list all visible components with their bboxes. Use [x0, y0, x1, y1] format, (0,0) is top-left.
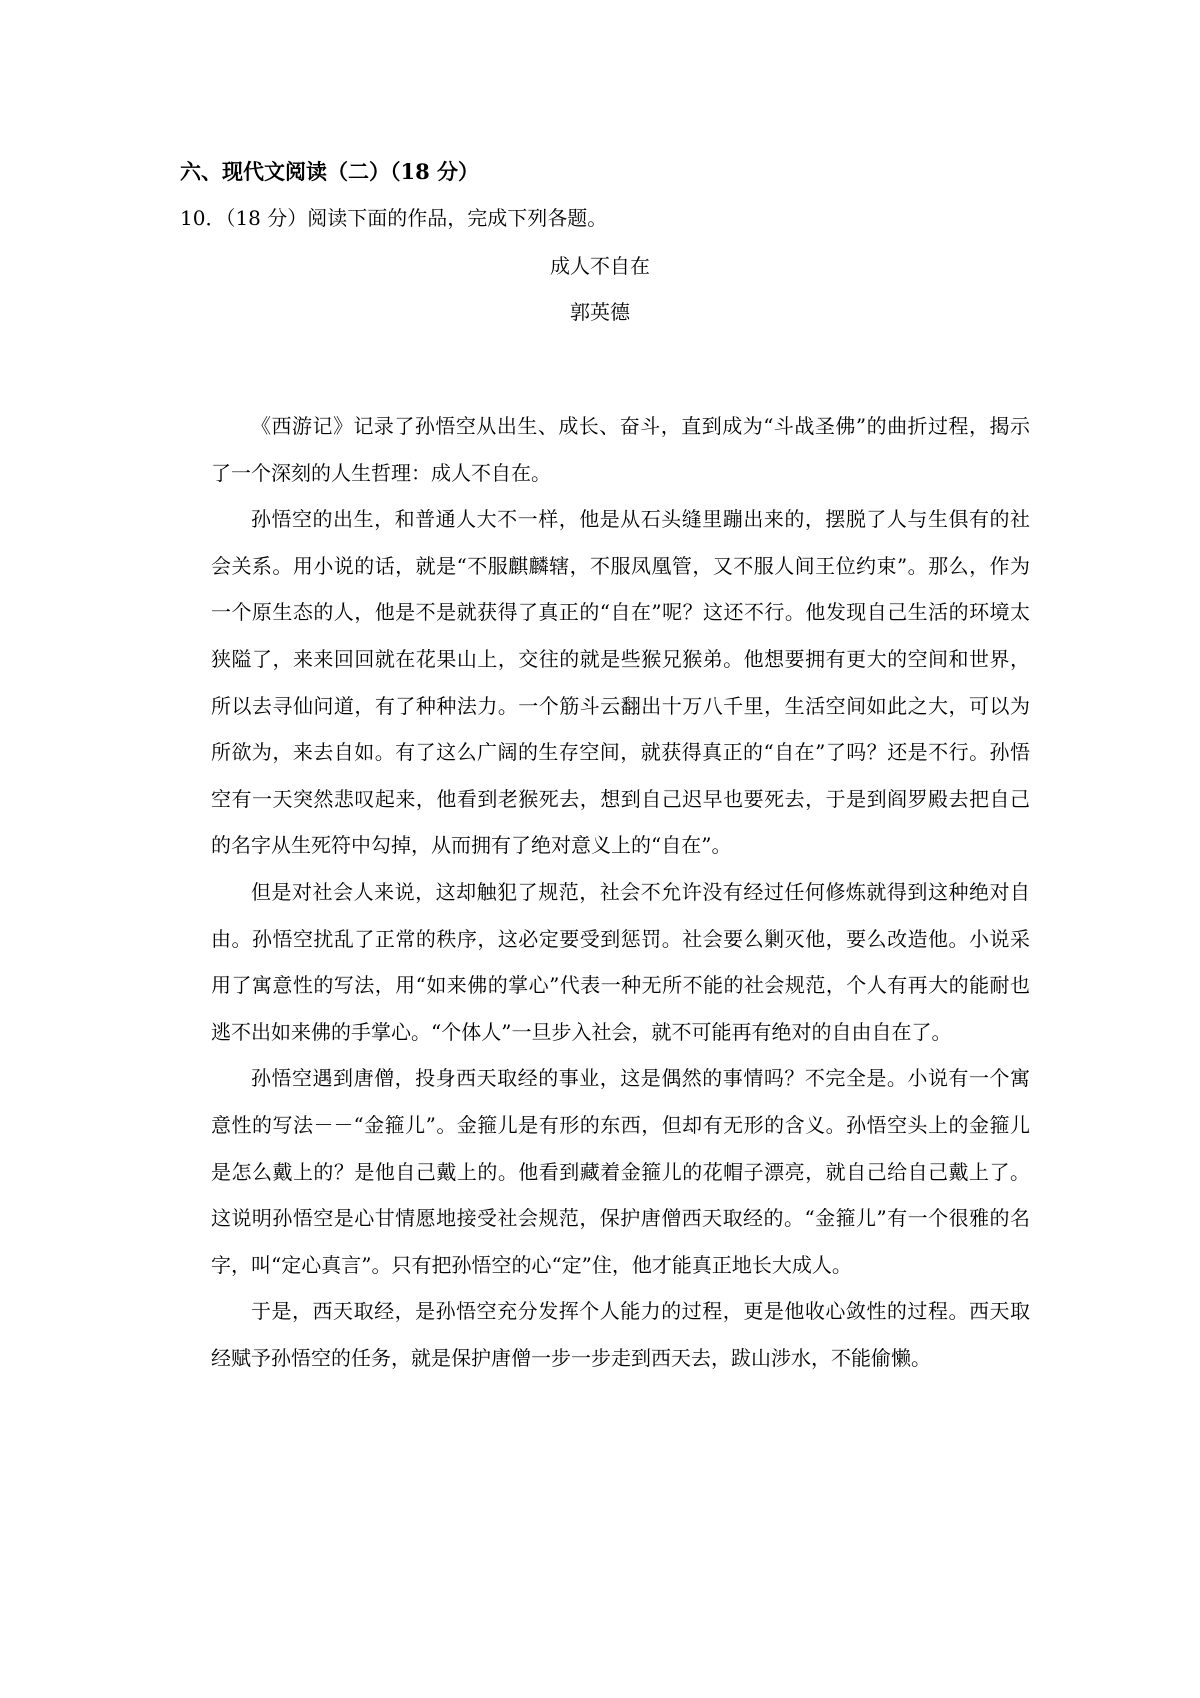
essay-body: [211, 403, 1030, 1381]
question-prompt: 10．（18 分）阅读下面的作品，完成下列各题。: [180, 206, 608, 230]
essay-paragraph-2: 孙悟空的出生，和普通人大不一样，他是从石头缝里蹦出来的，摆脱了人与生俱有的社会关系。用小说的话，就是“不服麒麟辖，不服凤凰管，又不服人间王位约束”。那么，作为一个原生态的人，他是不是就获得了真正的“自在”呢？这还不行。他发现自己生活的环境太狭隘了，来来回回就在花果山上，交往的就是些猴兄猴弟。他想要拥有更大的空间和世界，所以去寻仙问道，有了种种法力。一个筋斗云翻出十万八千里，生活空间如此之大，可以为所欲为，来去自如。有了这么广阔的生存空间，就获得真正的“自在”了吗？还是不行。孙悟空有一天突然悲叹起来，他看到老猴死去，想到自己迟早也要死去，于是到阎罗殿去把自己的名字从生死符中勾掉，从而拥有了绝对意义上的“自在”。: [211, 507, 1030, 858]
essay-paragraph-3: 但是对社会人来说，这却触犯了规范，社会不允许没有经过任何修炼就得到这种绝对自由。孙悟空扰乱了正常的秩序，这必定要受到惩罚。社会要么剿灭他，要么改造他。小说采用了寓意性的写法，用“如来佛的掌心”代表一种无所不能的社会规范，个人有再大的能耐也逃不出如来佛的手掌心。“个体人”一旦步入社会，就不可能再有绝对的自由自在了。: [211, 879, 1030, 1044]
essay-title: 成人不自在: [550, 254, 650, 278]
essay-paragraph-1: 《西游记》记录了孙悟空从出生、成长、奋斗，直到成为“斗战圣佛”的曲折过程，揭示了一个深刻的人生哲理：成人不自在。: [211, 414, 1030, 485]
essay-author: 郭英德: [570, 300, 630, 324]
section-heading: 六、现代文阅读（二）（18 分）: [180, 159, 480, 184]
essay-paragraph-4: 孙悟空遇到唐僧，投身西天取经的事业，这是偶然的事情吗？不完全是。小说有一个寓意性的写法－－“金箍儿”。金箍儿是有形的东西，但却有无形的含义。孙悟空头上的金箍儿是怎么戴上的？是他自己戴上的。他看到藏着金箍儿的花帽子漂亮，就自己给自己戴上了。这说明孙悟空是心甘情愿地接受社会规范，保护唐僧西天取经的。“金箍儿”有一个很雅的名字，叫“定心真言”。只有把孙悟空的心“定”住，他才能真正地长大成人。: [211, 1066, 1030, 1277]
essay-paragraph-5: 于是，西天取经，是孙悟空充分发挥个人能力的过程，更是他收心敛性的过程。西天取经赋予孙悟空的任务，就是保护唐僧一步一步走到西天去，跋山涉水，不能偷懒。: [211, 1299, 1030, 1370]
